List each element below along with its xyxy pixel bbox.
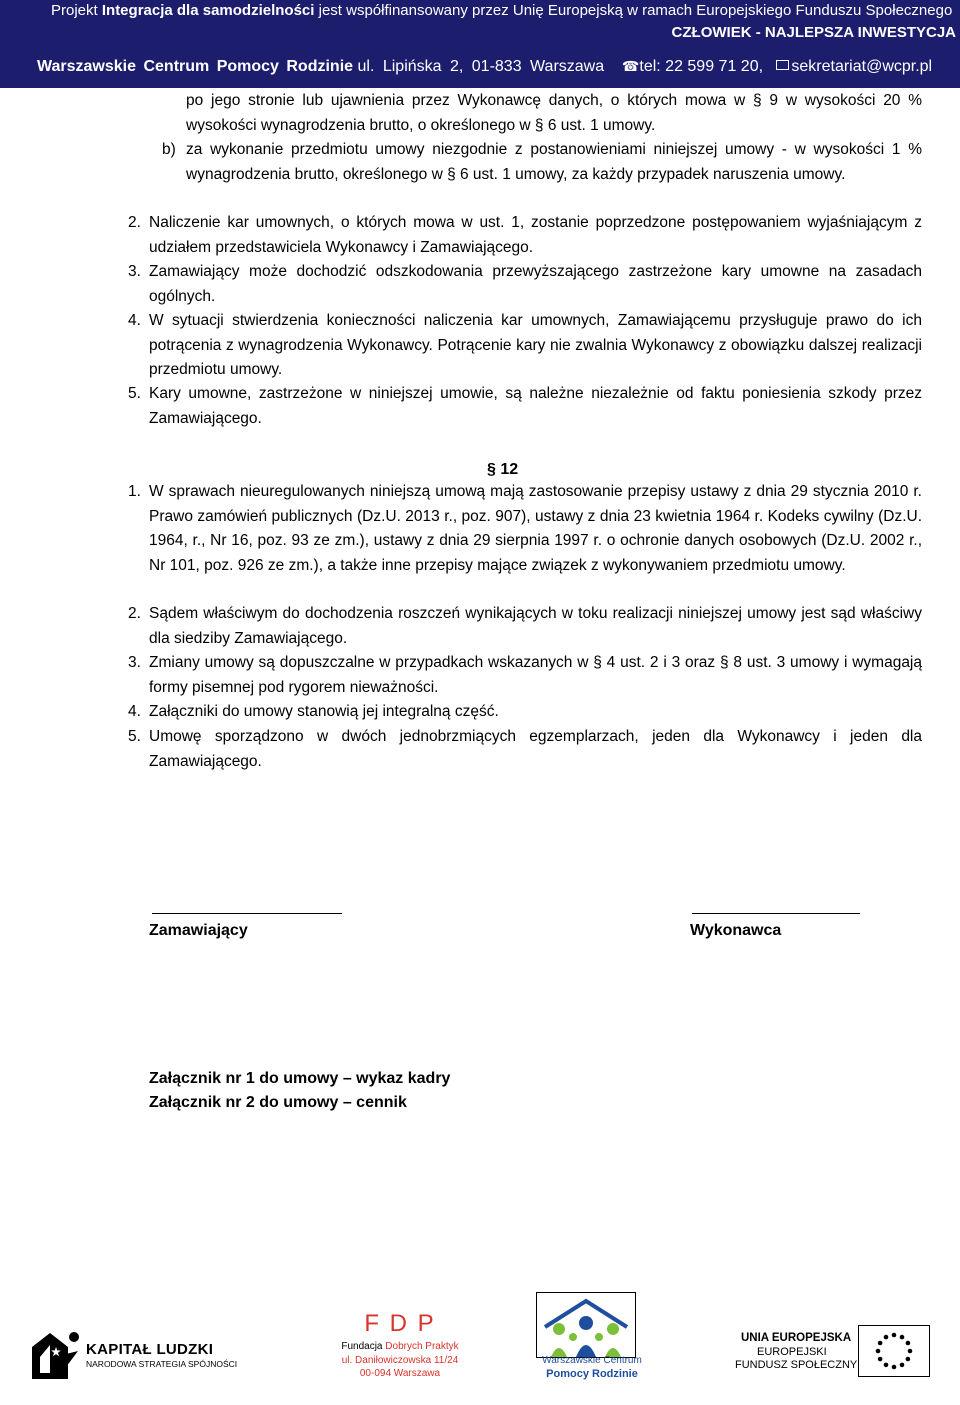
section-title: § 12	[487, 461, 519, 478]
kapital-ludzki-emblem-icon	[28, 1327, 84, 1383]
wcpr-line-2: Pomocy Rodzinie	[546, 1368, 638, 1380]
item-text-b2: Sądem właściwym do dochodzenia roszczeń wynikających w toku realizacji niniejszej umowy jest sąd właściwy dla siedziby Zamawiającego.	[149, 605, 922, 647]
header-contact-line	[0, 44, 960, 88]
header-project-prefix: Projekt	[51, 2, 102, 19]
envelope-icon	[776, 60, 789, 70]
item-num-b1: 1.	[128, 483, 141, 500]
eu-line-3: FUNDUSZ SPOŁECZNY	[735, 1359, 858, 1371]
kapital-ludzki-logo	[28, 1325, 238, 1385]
item-num-b5: 5.	[128, 728, 141, 745]
wcpr-logo	[536, 1292, 648, 1387]
signature-label-wykonawca: Wykonawca	[690, 922, 782, 939]
signature-line-left	[152, 913, 342, 914]
signature-line-right	[692, 913, 860, 914]
header-project-name: Integracja dla samodzielności	[101, 2, 315, 19]
attachment-1: Załącznik nr 1 do umowy – wykaz kadry	[149, 1070, 451, 1087]
fdp-address-2: 00-094 Warszawa	[359, 1368, 441, 1379]
fdp-logo	[340, 1310, 460, 1380]
item-num-b2: 2.	[128, 605, 141, 622]
item-num-b3: 3.	[128, 654, 141, 671]
item-text-a3: W sytuacji stwierdzenia konieczności naliczenia kar umownych, Zamawiającemu przysługuje prawo do ich potrącenia z wynagrodzenia Wykonawcy. Potrącenie kary nie zwalnia Wykonawcy z obowiązku dalszej realizacji przedmiotu umowy.	[149, 312, 922, 378]
item-num-b4: 4.	[128, 703, 141, 720]
item-text-b3: Zmiany umowy są dopuszczalne w przypadkach wskazanych w § 4 ust. 2 i 3 oraz § 8 ust. 3 umowy i wymagają formy pisemnej pod rygorem nieważności.	[149, 654, 922, 696]
fdp-name-highlight: Dobrych Praktyk	[385, 1341, 459, 1352]
phone-icon: ☎	[621, 58, 640, 74]
kapital-ludzki-title: KAPITAŁ LUDZKI	[86, 1341, 214, 1358]
item-text-a2: Zamawiający może dochodzić odszkodowania przewyższającego zastrzeżone kary umowne na zasadach ogólnych.	[149, 263, 922, 305]
fdp-letters: F D P	[364, 1310, 436, 1337]
item-text-b4: Załączniki do umowy stanowią jej integralną część.	[149, 703, 499, 720]
item-text-a1: Naliczenie kar umownych, o których mowa w ust. 1, zostanie poprzedzone postępowaniem wyjaśniającym z udziałem przedstawiciela Wykonawcy i Zamawiającego.	[149, 214, 922, 256]
header-email[interactable]: sekretariat@wcpr.pl	[791, 58, 933, 75]
header-project-line	[0, 0, 960, 22]
item-text-a4: Kary umowne, zastrzeżone w niniejszej umowie, są należne niezależnie od faktu poniesienia szkody przez Zamawiającego.	[149, 385, 922, 427]
header-slogan: CZŁOWIEK - NAJLEPSZA INWESTYCJA	[0, 22, 960, 44]
paragraph-b: za wykonanie przedmiotu umowy niezgodnie z postanowieniami niniejszej umowy - w wysokości 1 % wynagrodzenia brutto, określonego w § 6 ust. 1 umowy, za każdy przypadek naruszenia umowy.	[186, 141, 922, 183]
wcpr-emblem-frame	[536, 1292, 636, 1358]
eu-efs-logo	[733, 1325, 933, 1385]
header-phone: tel: 22 599 71 20,	[639, 58, 764, 75]
item-num-a3: 4.	[128, 312, 141, 329]
fdp-name	[340, 1340, 460, 1354]
item-num-a2: 3.	[128, 263, 141, 280]
item-num-a1: 2.	[128, 214, 141, 231]
attachment-2: Załącznik nr 2 do umowy – cennik	[149, 1094, 407, 1111]
header-address: ul. Lipińska 2, 01-833 Warszawa	[357, 58, 605, 75]
list-marker-b: b)	[162, 141, 176, 158]
fdp-name-prefix: Fundacja	[341, 1341, 386, 1352]
paragraph-continuation: po jego stronie lub ujawnienia przez Wykonawcę danych, o których mowa w § 9 w wysokości 20 % wysokości wynagrodzenia brutto, o określonego w § 6 ust. 1 umowy.	[186, 92, 922, 134]
wcpr-line-1: Warszawskie Centrum	[542, 1355, 642, 1366]
eu-flag-icon	[858, 1325, 930, 1377]
item-text-b5: Umowę sporządzono w dwóch jednobrzmiących egzemplarzach, jeden dla Wykonawcy i jeden dla Zamawiającego.	[149, 728, 922, 770]
item-num-a4: 5.	[128, 385, 141, 402]
item-text-b1: W sprawach nieuregulowanych niniejszą umową mają zastosowanie przepisy ustawy z dnia 29 stycznia 2010 r. Prawo zamówień publicznych (Dz.U. 2013 r., poz. 907), ustawy z dnia 23 kwietnia 1964 r. Kodeks cywilny (Dz.U. 1964, r., Nr 16, poz. 93 ze zm.), ustawy z dnia 29 sierpnia 1997 r. o ochronie danych osobowych (Dz.U. 2002 r., Nr 101, poz. 926 ze zm.), a także inne przepisy mające związek z wykonywaniem przedmiotu umowy.	[149, 483, 922, 574]
kapital-ludzki-subtitle: NARODOWA STRATEGIA SPÓJNOŚCI	[86, 1359, 238, 1369]
header-institution: Warszawskie Centrum Pomocy Rodzinie	[37, 58, 354, 75]
eu-line-2: EUROPEJSKI	[757, 1346, 827, 1358]
header-project-suffix: jest współfinansowany przez Unię Europejską w ramach Europejskiego Funduszu Społecznego	[314, 2, 953, 19]
eu-line-1: UNIA EUROPEJSKA	[741, 1332, 852, 1344]
signature-label-zamawiajacy: Zamawiający	[149, 922, 248, 939]
wcpr-family-icon	[537, 1293, 635, 1357]
fdp-address-1: ul. Daniłowiczowska 11/24	[341, 1355, 459, 1366]
